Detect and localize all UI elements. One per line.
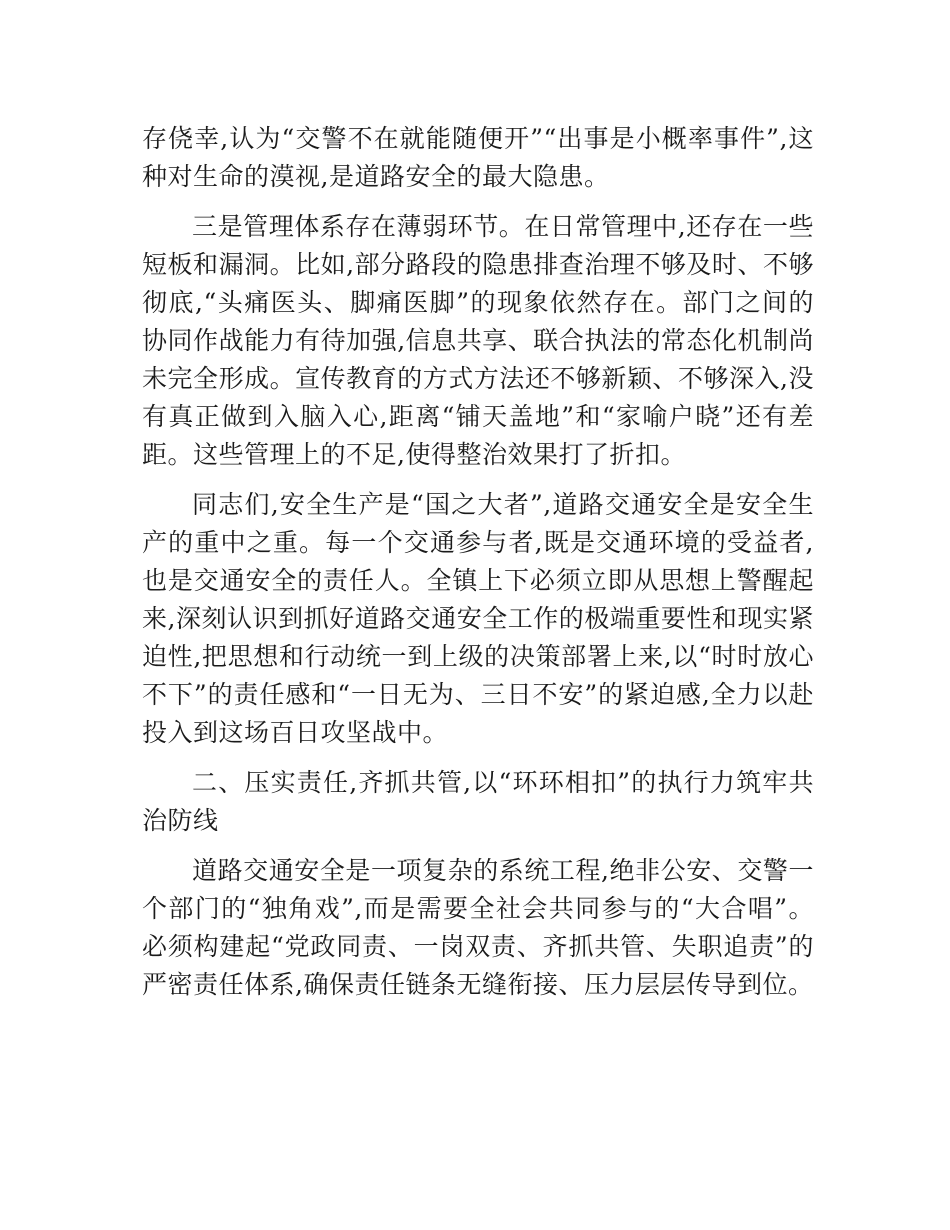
section-heading-two: 二、压实责任,齐抓共管,以“环环相扣”的执行力筑牢共治防线	[142, 768, 814, 835]
document-body	[142, 120, 814, 1016]
paragraph-continuation: 存侥幸,认为“交警不在就能随便开”“出事是小概率事件”,这种对生命的漠视,是道路安全的最大隐患。	[142, 124, 814, 191]
paragraph-comrades: 同志们,安全生产是“国之大者”,道路交通安全是安全生产的重中之重。每一个交通参与者,既是交通环境的受益者,也是交通安全的责任人。全镇上下必须立即从思想上警醒起来,深刻认识到抓好道路交通安全工作的极端重要性和现实紧迫性,把思想和行动统一到上级的决策部署上来,以“时时放心不下”的责任感和“一日无为、三日不安”的紧迫感,全力以赴投入到这场百日攻坚战中。	[142, 490, 814, 747]
paragraph-management-weakness: 三是管理体系存在薄弱环节。在日常管理中,还存在一些短板和漏洞。比如,部分路段的隐患排查治理不够及时、不够彻底,“头痛医头、脚痛医脚”的现象依然存在。部门之间的协同作战能力有待加强,信息共享、联合执法的常态化机制尚未完全形成。宣传教育的方式方法还不够新颖、不够深入,没有真正做到入脑入心,距离“铺天盖地”和“家喻户晓”还有差距。这些管理上的不足,使得整治效果打了折扣。	[142, 212, 814, 469]
paragraph-system-engineering: 道路交通安全是一项复杂的系统工程,绝非公安、交警一个部门的“独角戏”,而是需要全社会共同参与的“大合唱”。必须构建起“党政同责、一岗双责、齐抓共管、失职追责”的严密责任体系,确保责任链条无缝衔接、压力层层传导到位。	[142, 856, 814, 999]
